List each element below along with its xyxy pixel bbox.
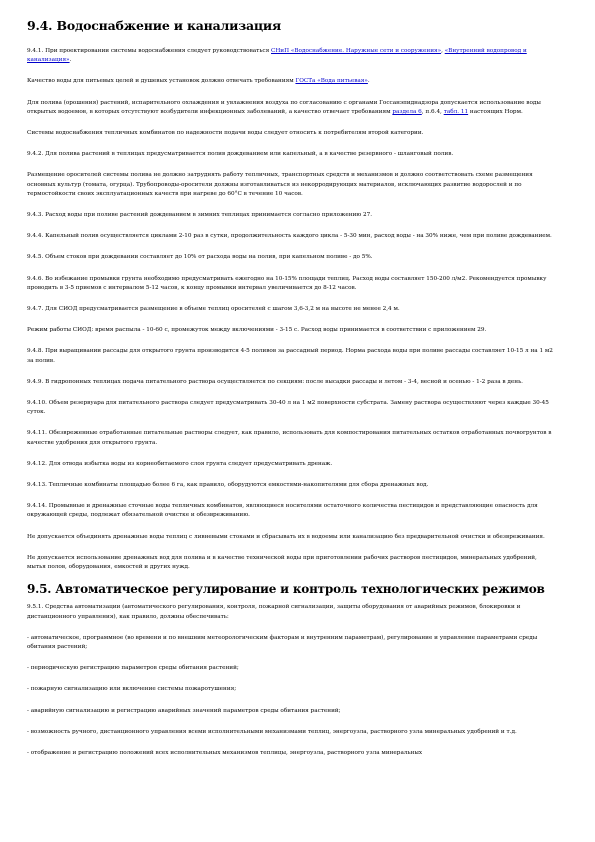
paragraph-9-4-13: 9.4.13. Тепличные комбинаты площадью более 6 га, как правило, оборудуются емкостями-накопителями для сбора дренажных вод. bbox=[27, 482, 429, 489]
paragraph-9-4-2: 9.4.2. Для полива растений в теплицах предусматривается полив дождеванием или капельный, а в качестве резервного - шланговый полив. bbox=[27, 151, 454, 158]
paragraph-9-4-6: 9.4.6. Во избежание промывки грунта необходимо предусматривать ежегодно на 10-15% площади теплиц. Расход воды составляет 150-200 л/м2. Рекомендуется промывку проводить в 3-5 приемов с интервалом 5-12 часов, к концу промывки интервал увеличивается до 8-12 часов. bbox=[27, 275, 547, 291]
text: Для полива (орошения) растений, испарительного охлаждения и увлажнения воздуха по согласованию с органами Госсанэпиднадзора допускается использование воды открытых водоемов, в которых отсутствуют возбудители инфекционных заболеваний, а качество отвечает требованиям bbox=[27, 99, 541, 115]
text: настоящих Норм. bbox=[468, 108, 523, 115]
text: , bbox=[441, 48, 445, 54]
paragraph-irrigation bbox=[27, 99, 555, 117]
list-item: - периодическую регистрацию параметров среды обитания растений; bbox=[27, 665, 239, 672]
section-heading-water-supply: 9.4. Водоснабжение и канализация bbox=[27, 18, 282, 33]
paragraph-no-use-drainage: Не допускается использование дренажных вод для полива и в качестве технической воды при приготовлении рабочих растворов пестицидов, минеральных удобрений, мытья полов, оборудования, емкостей и других нужд. bbox=[27, 554, 537, 571]
paragraph-9-4-5: 9.4.5. Объем стоков при дождевании составляет до 10% от расхода воды на полив, при капельном поливе - до 5%. bbox=[27, 254, 373, 261]
text: . bbox=[69, 57, 72, 64]
paragraph-9-4-14: 9.4.14. Промывные и дренажные сточные воды тепличных комбинатов, являющиеся носителями остаточного количества пестицидов и представляющие опасность для окружающей среды, подлежат обязательной очистке и обезвреживанию. bbox=[27, 503, 538, 519]
list-item: - возможность ручного, дистанционного управления всеми исполнительными механизмами теплиц, энергоузла, растворного узла минеральных удобрений и т.д. bbox=[27, 728, 517, 735]
paragraph-9-4-10: 9.4.10. Объем резервуара для питательного раствора следует предусматривать 30-40 л на 1 м2 поверхности субстрата. Замену раствора осуществляют через каждые 30-45 суток. bbox=[27, 400, 549, 416]
list-item: - автоматическое, программное (во времени и по внешним метеорологическим факторам и внутренним параметрам), регулирование и управление параметрами среды обитания растений; bbox=[27, 634, 538, 650]
section-heading-automation: 9.5. Автоматическое регулирование и контроль технологических режимов bbox=[27, 582, 545, 597]
paragraph-no-merge-drainage: Не допускается объединять дренажные воды теплиц с ливневыми стоками и сбрасывать их в водоемы или канализацию без предварительной очистки и обезвреживания. bbox=[27, 533, 545, 540]
paragraph-9-5-1: 9.5.1. Средства автоматизации (автоматического регулирования, контроля, пожарной сигнализации, защиты оборудования от аварийных режимов, блокировки и дистанционного управления), как правило, должны обеспечивать: bbox=[27, 604, 521, 620]
paragraph-9-4-12: 9.4.12. Для отвода избытка воды из корнеобитаемого слоя грунта следует предусматривать дренаж. bbox=[27, 460, 333, 467]
text: 9.4.1. При проектировании системы водоснабжения следует руководствоваться bbox=[27, 48, 271, 54]
snip-water-supply-link[interactable]: СНиП «Водоснабжение. Наружные сети и сооружения» bbox=[271, 48, 442, 54]
paragraph-9-4-3: 9.4.3. Расход воды при поливе растений дождеванием в зимних теплицах принимается согласно приложению 27. bbox=[27, 212, 373, 219]
text: . bbox=[367, 78, 370, 85]
list-item: - аварийную сигнализацию и регистрацию аварийных значений параметров среды обитания растений; bbox=[27, 707, 341, 714]
paragraph-water-quality bbox=[27, 77, 555, 86]
paragraph-9-4-1 bbox=[27, 47, 555, 65]
table-11-link[interactable]: табл. 11 bbox=[443, 108, 469, 115]
paragraph-9-4-8: 9.4.8. При выращивании рассады для открытого грунта производится 4-5 поливов за рассадный период. Норма расхода воды при поливе рассады составляет 10-15 л на 1 м2 за полив. bbox=[27, 348, 553, 364]
paragraph-siod-mode: Режим работы СИОД: время распыла - 10-60 с, промежуток между включениями - 3-15 с. Расход воды принимается в соответствии с приложением 29. bbox=[27, 327, 487, 334]
text: Качество воды для питьевых целей и душевых установок должно отвечать требованиям bbox=[27, 78, 296, 85]
paragraph-9-4-7: 9.4.7. Для СИОД предусматривается размещение в объеме теплиц оросителей с шагом 3,6-3,2 м на высоте не менее 2,4 м. bbox=[27, 306, 400, 313]
internal-plumbing-link[interactable]: «Внутренний водопровод и канализация» bbox=[27, 48, 527, 64]
section-6-link[interactable]: раздела 6 bbox=[392, 108, 422, 115]
list-item: - пожарную сигнализацию или включение системы пожаротушения; bbox=[27, 686, 237, 693]
paragraph-water-systems: Системы водоснабжения тепличных комбинатов по надежности подачи воды следует относить к потребителям второй категории. bbox=[27, 130, 424, 137]
gost-drinking-water-link[interactable]: ГОСТа «Вода питьевая» bbox=[295, 78, 368, 85]
paragraph-sprinkler-placement: Размещение оросителей системы полива не должно затруднять работу тепличных, транспортных средств и механизмов и должно соответствовать схеме размещения основных культур (томата, огурца). Трубопроводы-оросители должны изготавливаться из некорродирующих материалов, исключающих развитие водорослей и по термостойкости своих эксплуатационных качеств при нагреве до 60°С в течение 10 часов. bbox=[27, 172, 533, 197]
text: , п.6.4, bbox=[421, 108, 444, 115]
list-item: - отображение и регистрацию положений всех исполнительных механизмов теплицы, энергоузла, растворного узла минеральных bbox=[27, 749, 423, 756]
paragraph-9-4-9: 9.4.9. В гидропонных теплицах подача питательного раствора осуществляется по секциям: после высадки рассады и летом - 3-4, весной и осенью - 1-2 раза в день. bbox=[27, 378, 523, 385]
paragraph-9-4-11: 9.4.11. Обезвреженные отработанные питательные растворы следует, как правило, использовать для компостирования питательных остатков отработанных почвогрунтов в качестве удобрения для открытого грунта. bbox=[27, 430, 552, 446]
paragraph-9-4-4: 9.4.4. Капельный полив осуществляется циклами 2-10 раз в сутки, продолжительность каждого цикла - 5-30 мин, расход воды - на 30% ниже, чем при поливе дождеванием. bbox=[27, 233, 552, 240]
